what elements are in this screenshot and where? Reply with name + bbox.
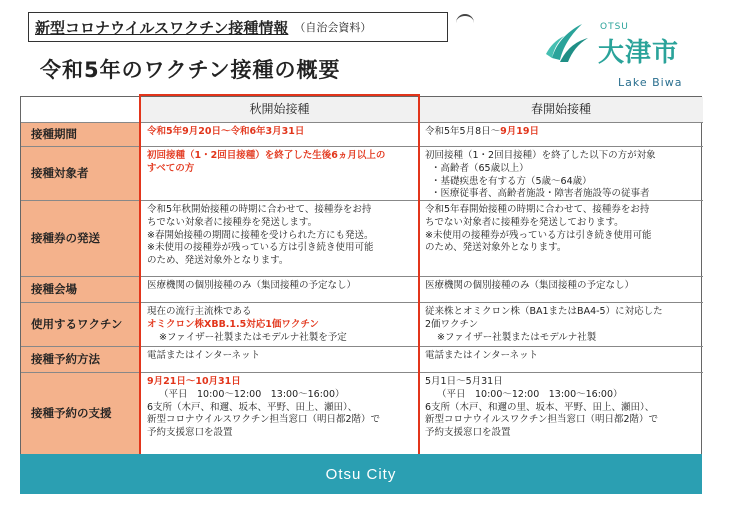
- autumn-support-line: 予約支援窓口を設置: [147, 427, 233, 439]
- spring-support: [419, 373, 703, 455]
- autumn-support-line: 9月21日～10月31日: [147, 376, 241, 387]
- spring-target-item: ・医療従事者、高齢者施設・障害者施設等の従事者: [431, 188, 650, 200]
- spring-voucher-line: 令和5年春開始接種の時期に合わせて、接種券をお持: [425, 204, 650, 215]
- footer-banner: [20, 454, 702, 494]
- column-header-spring: 春開始接種: [419, 97, 703, 123]
- spring-voucher-line: ちでない対象者に接種券を発送しております。: [425, 216, 624, 228]
- header-note: （自治会資料）: [294, 21, 372, 34]
- autumn-target-line: すべての方: [147, 162, 195, 174]
- autumn-support: [141, 373, 419, 455]
- row-label-venue: 接種会場: [21, 277, 141, 303]
- row-label-vaccine: 使用するワクチン: [21, 303, 141, 347]
- header-title: 新型コロナウイルスワクチン接種情報: [35, 18, 289, 37]
- autumn-voucher-line: 令和5年秋開始接種の時期に合わせて、接種券をお持: [147, 204, 372, 215]
- spring-period: [419, 123, 703, 147]
- spring-target-item: ・基礎疾患を有する方（5歳～64歳）: [431, 175, 592, 187]
- row-label-voucher: 接種券の発送: [21, 201, 141, 277]
- autumn-support-line: 6支所（木戸、和邇、坂本、平野、田上、瀬田）、: [147, 401, 358, 413]
- autumn-booking: [141, 347, 419, 373]
- spring-support-line: 予約支援窓口を設置: [425, 427, 511, 439]
- spring-venue: [419, 277, 703, 303]
- spring-period-start: 令和5年5月8日～: [425, 126, 501, 137]
- table-corner: [21, 97, 141, 123]
- spring-vaccine-line: ※ファイザー社製またはモデルナ社製: [437, 331, 597, 343]
- spring-period-end: 9月19日: [500, 126, 539, 137]
- spring-support-line: 新型コロナウイルスワクチン担当窓口（明日都2階）で: [425, 414, 658, 426]
- wave-logo-icon: [542, 16, 592, 66]
- vaccination-overview-table: [20, 96, 702, 476]
- spring-target-item: ・高齢者（65歳以上）: [431, 162, 529, 174]
- autumn-vaccine-line: オミクロン株XBB.1.5対応1価ワクチン: [147, 318, 319, 330]
- logo-city-name: 大津市: [598, 38, 680, 68]
- autumn-vaccine-line: 現在の流行主流株である: [147, 306, 252, 317]
- autumn-support-line: 新型コロナウイルスワクチン担当窓口（明日都2階）で: [147, 414, 380, 426]
- spring-target: [419, 147, 703, 201]
- autumn-venue: [141, 277, 419, 303]
- autumn-booking-text: 電話またはインターネット: [147, 350, 261, 361]
- spring-vaccine: [419, 303, 703, 347]
- autumn-voucher-line: ちでない対象者に接種券を発送します。: [147, 216, 318, 228]
- autumn-venue-text: 医療機関の個別接種のみ（集団接種の予定なし）: [147, 280, 357, 291]
- spring-support-line: 6支所（木戸、和邇の里、坂本、平野、田上、瀬田）、: [425, 401, 655, 413]
- spring-voucher-line: ※未使用の接種券が残っている方は引き続き使用可能: [425, 229, 652, 241]
- autumn-voucher-line: のため、発送対象外となります。: [147, 255, 289, 267]
- autumn-period: [141, 123, 419, 147]
- autumn-voucher: [141, 201, 419, 277]
- autumn-voucher-line: ※春開始接種の期間に接種を受けられた方にも発送。: [147, 229, 374, 241]
- autumn-target: [141, 147, 419, 201]
- spring-booking-text: 電話またはインターネット: [425, 350, 539, 361]
- spring-booking: [419, 347, 703, 373]
- autumn-vaccine: [141, 303, 419, 347]
- spring-support-line: 5月1日～5月31日: [425, 376, 503, 387]
- autumn-vaccine-line: ※ファイザー社製またはモデルナ社製を予定: [159, 331, 347, 343]
- row-label-target: 接種対象者: [21, 147, 141, 201]
- spring-vaccine-line: 2価ワクチン: [425, 318, 479, 330]
- row-label-period: 接種期間: [21, 123, 141, 147]
- spring-voucher-line: のため、発送対象外となります。: [425, 242, 567, 254]
- logo-lake-text: Lake Biwa: [618, 76, 683, 89]
- spring-venue-text: 医療機関の個別接種のみ（集団接種の予定なし）: [425, 280, 635, 291]
- document-header-tag: [28, 12, 448, 42]
- autumn-voucher-line: ※未使用の接種券が残っている方は引き続き使用可能: [147, 242, 374, 254]
- autumn-target-line: 初回接種（1・2回目接種）を終了した生後6ヵ月以上の: [147, 150, 386, 161]
- autumn-period-text: 令和5年9月20日～令和6年3月31日: [147, 126, 305, 137]
- column-header-autumn: 秋開始接種: [141, 97, 419, 123]
- logo-otsu-text: OTSU: [600, 22, 629, 32]
- row-label-support: 接種予約の支援: [21, 373, 141, 455]
- spring-vaccine-line: 従来株とオミクロン株（BA1またはBA4-5）に対応した: [425, 306, 663, 317]
- spring-support-line: （平日 10:00～12:00 13:00～16:00）: [437, 388, 623, 400]
- scan-artifact: [456, 14, 474, 28]
- spring-target-line: 初回接種（1・2回目接種）を終了した以下の方が対象: [425, 150, 656, 161]
- autumn-support-line: （平日 10:00～12:00 13:00～16:00）: [159, 388, 345, 400]
- footer-text: Otsu City: [325, 465, 397, 483]
- row-label-booking: 接種予約方法: [21, 347, 141, 373]
- spring-voucher: [419, 201, 703, 277]
- city-logo: [538, 10, 688, 92]
- page-title: 令和5年のワクチン接種の概要: [40, 58, 341, 82]
